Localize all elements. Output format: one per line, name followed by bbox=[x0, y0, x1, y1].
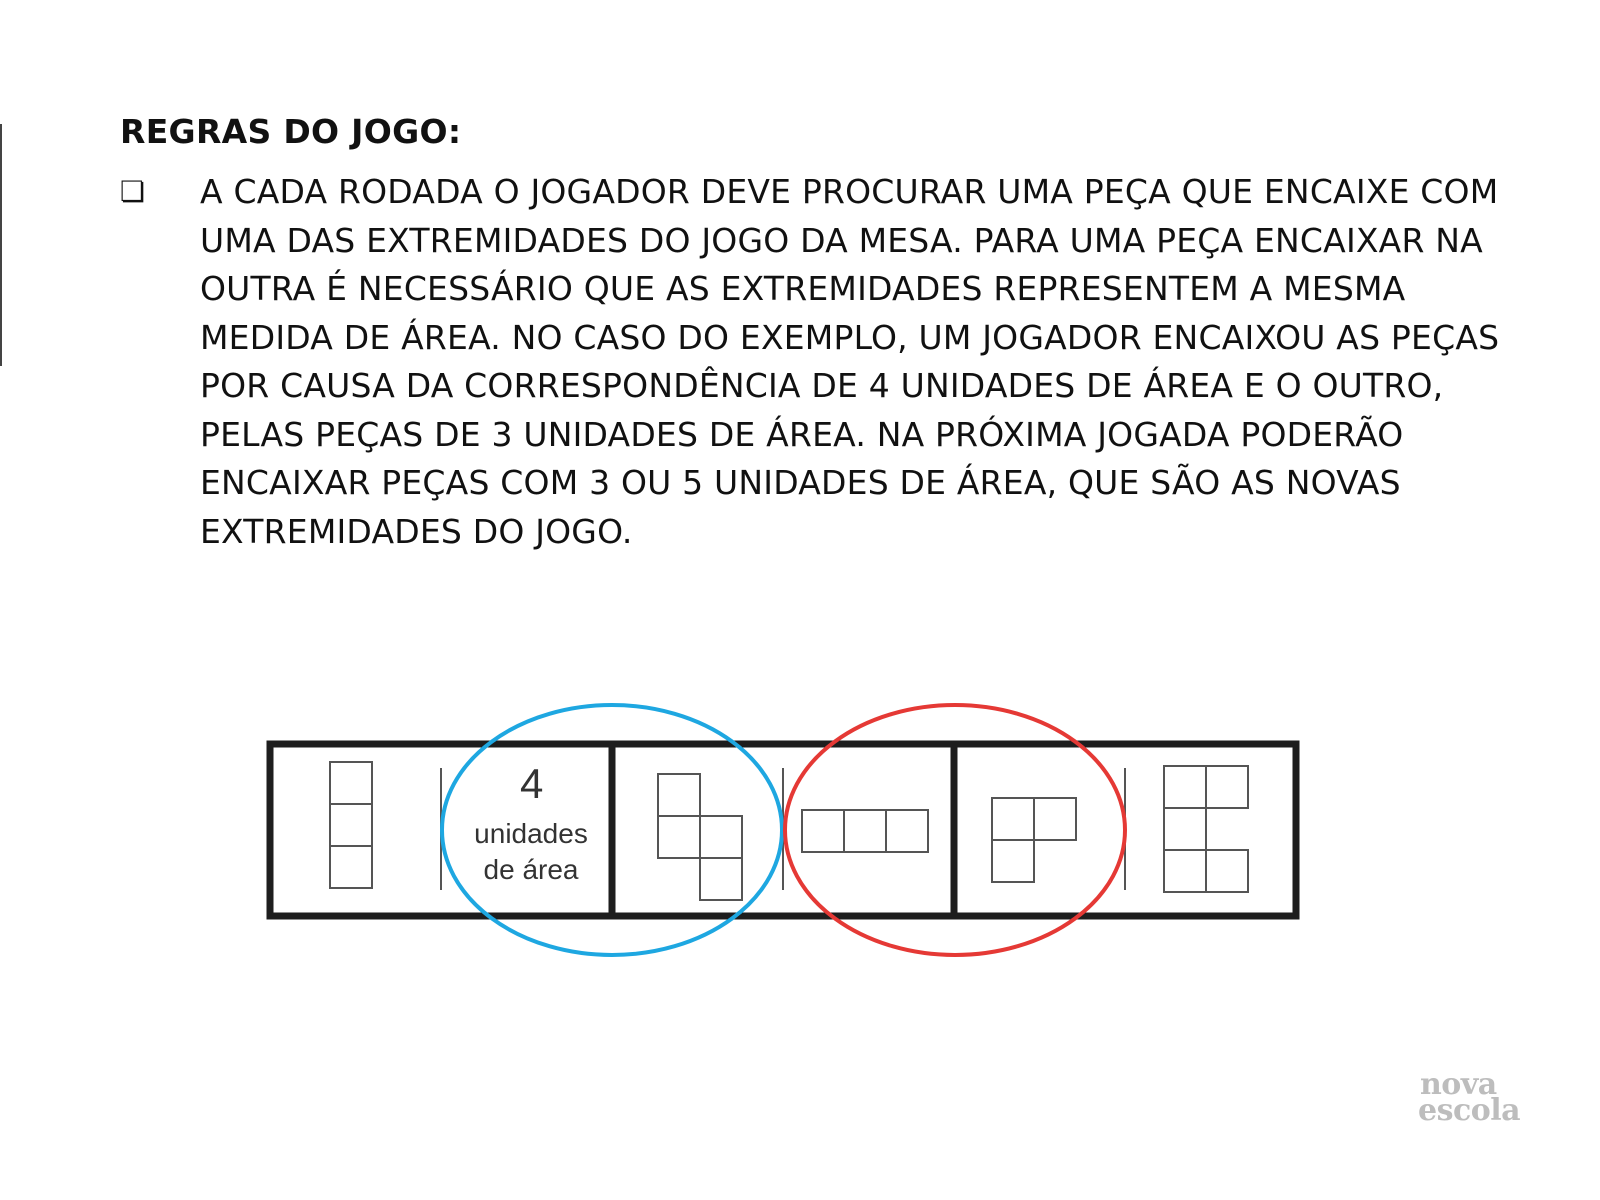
checkbox-bullet-icon: ❏ bbox=[120, 175, 146, 208]
nova-escola-logo bbox=[1418, 1067, 1521, 1128]
tile-area-number: 4 bbox=[520, 760, 544, 807]
logo-line-1: nova bbox=[1420, 1067, 1497, 1102]
rules-list bbox=[120, 168, 1500, 556]
left-edge-rule bbox=[0, 124, 2, 366]
logo-line-2: escola bbox=[1418, 1093, 1521, 1128]
rule-item bbox=[120, 168, 1500, 556]
domino-figure bbox=[258, 700, 1348, 970]
tile-area-label: unidades de área bbox=[474, 818, 588, 885]
rules-title: REGRAS DO JOGO: bbox=[120, 112, 462, 151]
domino-diagram bbox=[258, 700, 1348, 970]
rule-text: A CADA RODADA O JOGADOR DEVE PROCURAR UMA PEÇA QUE ENCAIXE COM UMA DAS EXTREMIDADES DO JOGO DA MESA. PARA UMA PEÇA ENCAIXAR NA OUTRA É NECESSÁRIO QUE AS EXTREMIDADES REPRESENTEM A MESMA MEDIDA DE ÁREA. NO CASO DO EXEMPLO, UM JOGADOR ENCAIXOU AS PEÇAS POR CAUSA DA CORRESPONDÊNCIA DE 4 UNIDADES DE ÁREA E O OUTRO, PELAS PEÇAS DE 3 UNIDADES DE ÁREA. NA PRÓXIMA JOGADA PODERÃO ENCAIXAR PEÇAS COM 3 OU 5 UNIDADES DE ÁREA, QUE SÃO AS NOVAS EXTREMIDADES DO JOGO. bbox=[200, 172, 1500, 551]
